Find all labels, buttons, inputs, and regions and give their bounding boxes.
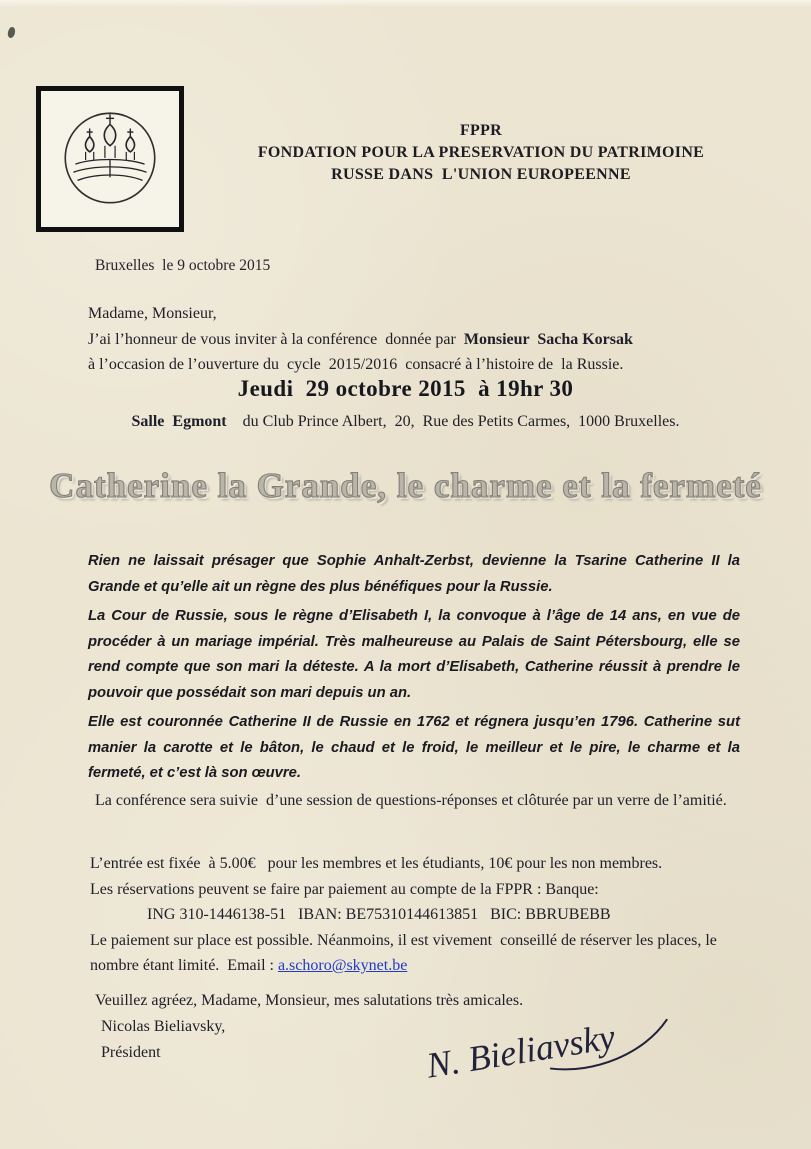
church-domes-icon [49, 99, 171, 219]
reservation-line: Les réservations peuvent se faire par paiement au compte de la FPPR : Banque: [90, 880, 599, 898]
signature-ink [418, 1002, 688, 1097]
invitation-pre: J’ai l’honneur de vous inviter à la conférence donnée par [88, 330, 464, 348]
closing-salutation: Veuillez agréez, Madame, Monsieur, mes salutations très amicales. [95, 992, 524, 1009]
org-abbr: FPPR [459, 122, 503, 139]
body-text [88, 549, 740, 791]
body-paragraph: Rien ne laissait présager que Sophie Anhalt-Zerbst, devienne la Tsarine Catherine II la Grande et qu’elle ait un règne des plus bénéfiques pour la Russie. [88, 553, 740, 595]
invitation-line [88, 327, 753, 353]
org-header [185, 120, 777, 186]
pricing-line: L’entrée est fixée à 5.00€ pour les membres et les étudiants, 10€ pour les non membres. [90, 855, 663, 872]
qa-note: La conférence sera suivie d’une session de questions-réponses et clôturée par un verre de l’amitié. [95, 792, 727, 809]
org-name-line2: RUSSE DANS L'UNION EUROPEENNE [331, 166, 631, 183]
salutation-block [88, 301, 753, 378]
bank-details: ING 310-1446138-51 IBAN: BE75310144613851 BIC: BBRUBEBB [147, 906, 611, 923]
signature [418, 1002, 688, 1097]
venue-room: Salle Egmont [131, 413, 227, 430]
venue-address: du Club Prince Albert, 20, Rue des Petits Carmes, 1000 Bruxelles. [226, 413, 680, 430]
sender-name: Nicolas Bieliavsky, [101, 1018, 226, 1035]
payment-note-text: Le paiement sur place est possible. Néanmoins, il est vivement conseillé de réserver les places, le nombre étant limité. Email : [90, 931, 721, 974]
event-datetime: Jeudi 29 octobre 2015 à 19hr 30 [237, 376, 574, 401]
practical-info [90, 851, 748, 979]
fppr-logo [36, 86, 184, 232]
scan-edge-artifact [0, 0, 811, 7]
body-paragraph: Elle est couronnée Catherine II de Russie en 1762 et régnera jusqu’en 1796. Catherine sut manier la carotte et le bâton, le chaud et le froid, le meilleur et le pire, le charme et la fermeté, et c’est là son œuvre. [88, 714, 740, 781]
org-name-line1: FONDATION POUR LA PRESERVATION DU PATRIMOINE [257, 144, 705, 161]
payment-note [90, 928, 748, 979]
salutation: Madame, Monsieur, [88, 305, 217, 322]
sender-title: Président [101, 1044, 161, 1061]
email-link[interactable]: a.schoro@skynet.be [277, 957, 408, 974]
signature-text: N. Bieliavsky [423, 1016, 618, 1086]
conference-title: Catherine la Grande, le charme et la fermeté [49, 466, 762, 505]
invitation-line2: à l’occasion de l’ouverture du cycle 2015/2016 consacré à l’histoire de la Russie. [88, 356, 624, 373]
dateline: Bruxelles le 9 octobre 2015 [95, 257, 271, 274]
body-paragraph: La Cour de Russie, sous le règne d’Elisabeth I, la convoque à l’âge de 14 ans, en vue de procéder à un mariage impérial. Très malheureuse au Palais de Saint Pétersbourg, elle se rend compte que son mari la déteste. A la mort d’Elisabeth, Catherine réussit à prendre le pouvoir que possédait son mari depuis un an. [88, 608, 740, 701]
speaker-name: Monsieur Sacha Korsak [463, 330, 633, 348]
venue-line [0, 413, 811, 431]
scan-speck-artifact [6, 26, 16, 39]
